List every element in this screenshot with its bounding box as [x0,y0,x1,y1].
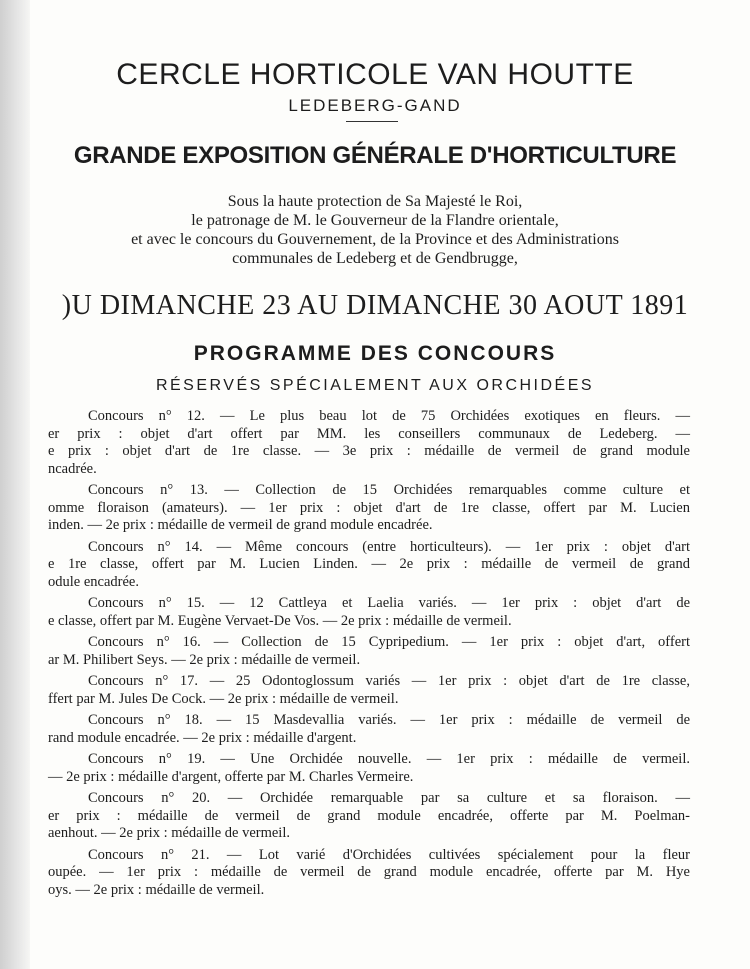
patronage-line: communales de Ledeberg et de Gendbrugge, [232,250,518,267]
concours-line: e classe, offert par M. Eugène Vervaet-De Vos. — 2e prix : médaille de vermeil. [48,612,512,629]
concours-line: Concours n° 12. — Le plus beau lot de 75 Orchidées exotiques en fleurs. — [88,408,690,424]
concours-line: aenhout. — 2e prix : médaille de vermeil. [48,825,290,841]
patronage [20,192,730,268]
concours-line: Concours n° 21. — Lot varié d'Orchidées cultivées spécialement pour la fleur [88,846,690,863]
concours-entry [48,847,690,900]
exhibition-title: GRANDE EXPOSITION GÉNÉRALE D'HORTICULTURE [73,142,677,169]
concours-entry [48,539,690,592]
concours-line: Concours n° 18. — 15 Masdevallia variés. — 1er prix : médaille de vermeil de [88,712,690,728]
concours-line: Concours n° 20. — Orchidée remarquable par sa culture et sa floraison. — [88,790,690,806]
concours-entry [48,790,690,843]
concours-line: rand module encadrée. — 2e prix : médaille d'argent. [48,729,357,746]
concours-line: inden. — 2e prix : médaille de vermeil de grand module encadrée. [48,517,433,533]
concours-entry [48,595,690,630]
concours-line: ar M. Philibert Seys. — 2e prix : médaille de vermeil. [48,651,361,668]
location: LEDEBERG-GAND [288,96,462,115]
concours-line: Concours n° 14. — Même concours (entre horticulteurs). — 1er prix : objet d'art [88,538,690,555]
patronage-line: le patronage de M. le Gouverneur de la Flandre orientale, [191,212,559,229]
concours-line: — 2e prix : médaille d'argent, offerte par M. Charles Vermeire. [48,768,414,785]
concours-line: odule encadrée. [48,573,139,590]
concours-line: Concours n° 13. — Collection de 15 Orchidées remarquables comme culture et [88,482,690,498]
concours-line: Concours n° 17. — 25 Odontoglossum variés — 1er prix : objet d'art de 1re classe, [88,673,690,689]
society-name: CERCLE HORTICOLE VAN HOUTTE [116,58,634,91]
concours-line: Concours n° 16. — Collection de 15 Cypripedium. — 1er prix : objet d'art, offert [88,634,690,650]
concours-list [48,408,690,903]
concours-line: e 1re classe, offert par M. Lucien Linden. — 2e prix : médaille de vermeil de grand [48,556,690,572]
concours-line: er prix : médaille de vermeil de grand module encadrée, offerte par M. Poelman- [48,807,690,824]
concours-entry [48,482,690,535]
program-subheading: RÉSERVÉS SPÉCIALEMENT AUX ORCHIDÉES [155,377,595,394]
concours-line: Concours n° 19. — Une Orchidée nouvelle. — 1er prix : médaille de vermeil. [88,751,690,767]
concours-line: e prix : objet d'art de 1re classe. — 3e prix : médaille de vermeil de grand module [48,443,690,459]
concours-line: oys. — 2e prix : médaille de vermeil. [48,881,265,898]
concours-entry [48,634,690,669]
exhibition-dates: )U DIMANCHE 23 AU DIMANCHE 30 AOUT 1891 [61,290,689,321]
concours-line: omme floraison (amateurs). — 1er prix : objet d'art de 1re classe, offert par M. Lucien [48,499,690,516]
patronage-line: et avec le concours du Gouvernement, de la Province et des Administrations [131,231,619,248]
concours-line: er prix : objet d'art offert par MM. les conseillers communaux de Ledeberg. — [48,425,690,442]
concours-entry [48,712,690,747]
divider [346,121,398,122]
concours-entry [48,408,690,478]
program-heading: PROGRAMME DES CONCOURS [193,342,557,365]
concours-entry [48,673,690,708]
concours-line: ncadrée. [48,460,97,477]
concours-entry [48,751,690,786]
concours-line: oupée. — 1er prix : médaille de vermeil de grand module encadrée, offerte par M. Hye [48,864,690,880]
concours-line: Concours n° 15. — 12 Cattleya et Laelia variés. — 1er prix : objet d'art de [88,595,690,611]
patronage-line: Sous la haute protection de Sa Majesté le Roi, [227,193,523,210]
concours-line: ffert par M. Jules De Cock. — 2e prix : médaille de vermeil. [48,690,399,707]
